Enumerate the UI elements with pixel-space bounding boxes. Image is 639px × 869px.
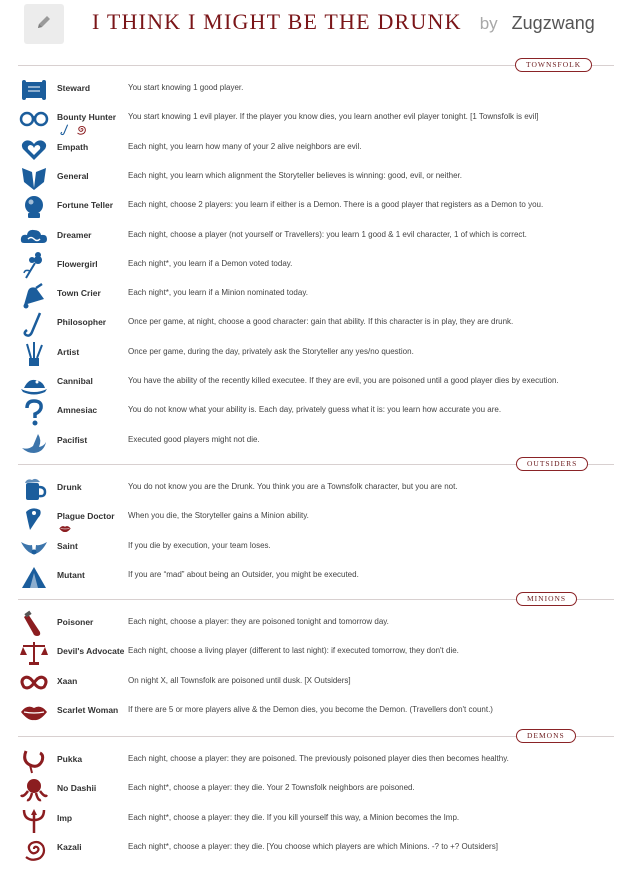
section-header-minions [18, 592, 614, 608]
section-label-outsiders: OUTSIDERS [516, 457, 588, 471]
character-ability: Once per game, at night, choose a good character: gain that ability. If this character is in play, they are drunk. [128, 317, 514, 327]
character-row-xaan[interactable] [16, 669, 616, 697]
character-name: General [57, 170, 89, 181]
character-name: Pukka [57, 754, 83, 764]
character-row-imp[interactable] [16, 806, 616, 834]
edit-button[interactable] [24, 4, 64, 44]
cloud-icon [18, 223, 50, 251]
character-ability: You start knowing 1 evil player. If the player you know dies, you learn another evil player tonight. [1 Townsfolk is evil] [128, 112, 539, 122]
heart-icon [18, 135, 50, 163]
character-row-dreamer[interactable] [16, 223, 616, 251]
script-author: Zugzwang [511, 13, 595, 33]
character-ability: Each night*, choose a player: they die. If you kill yourself this way, a Minion becomes the Imp. [128, 812, 460, 822]
plague-mask-icon [18, 504, 50, 532]
character-row-town-crier[interactable] [16, 281, 616, 309]
character-row-flowergirl[interactable] [16, 252, 616, 280]
character-row-general[interactable] [16, 164, 616, 192]
character-name: Mutant [57, 569, 85, 580]
bell-icon [18, 281, 50, 309]
character-ability: When you die, the Storyteller gains a Minion ability. [128, 511, 309, 521]
character-name: Flowergirl [57, 258, 98, 269]
staff-icon [58, 123, 72, 136]
character-row-drunk[interactable] [16, 475, 616, 503]
character-ability: Each night, choose a living player (different to last night): if executed tomorrow, they don't die. [128, 646, 459, 656]
character-ability: Each night*, you learn if a Minion nominated today. [128, 288, 308, 298]
character-row-fortune-teller[interactable] [16, 193, 616, 221]
character-ability: Each night*, choose a player: they die. [You choose which players are which Minions. -? to +? Outsiders] [128, 841, 498, 851]
lips-icon [18, 698, 50, 726]
character-name: Poisoner [57, 617, 94, 627]
vial-icon [18, 610, 50, 638]
character-ability: Each night, you learn which alignment the Storyteller believes is winning: good, evil, or neither. [128, 170, 462, 180]
infinity-icon [18, 669, 50, 697]
section-label-townsfolk: TOWNSFOLK [515, 58, 592, 72]
platter-icon [18, 369, 50, 397]
character-name: Town Crier [57, 288, 101, 299]
character-row-kazali[interactable] [16, 835, 616, 863]
character-row-mutant[interactable] [16, 563, 616, 591]
section-header-outsiders [18, 457, 614, 473]
character-name: Kazali [57, 841, 82, 852]
pencil-icon [35, 13, 53, 36]
character-ability: Each night*, choose a player: they die. Your 2 Townsfolk neighbors are poisoned. [128, 783, 415, 793]
character-row-artist[interactable] [16, 340, 616, 368]
crystal-ball-icon [18, 193, 50, 221]
character-name: Amnesiac [57, 405, 98, 416]
wings-icon [18, 534, 50, 562]
banner-icon [18, 164, 50, 192]
character-ability: Once per game, during the day, privately ask the Storyteller any yes/no question. [128, 346, 414, 356]
octopus-icon [18, 776, 50, 804]
staff-icon [18, 310, 50, 338]
character-name: Xaan [57, 675, 78, 686]
character-name: Pacifist [57, 434, 88, 445]
character-row-plague-doctor[interactable] [16, 504, 616, 532]
jinx-icons-bounty-hunter [58, 123, 90, 137]
character-name: Cannibal [57, 376, 93, 386]
character-row-philosopher[interactable] [16, 310, 616, 338]
question-mark-icon [18, 398, 50, 426]
character-ability: If there are 5 or more players alive & the Demon dies, you become the Demon. (Travellers don't count.) [128, 704, 493, 714]
trident-icon [18, 806, 50, 834]
jinx-icons-plague-doctor [58, 522, 90, 536]
section-label-demons: DEMONS [516, 729, 576, 743]
dove-icon [18, 428, 50, 456]
character-name: Fortune Teller [57, 200, 114, 211]
script-title: I THINK I MIGHT BE THE DRUNK [92, 9, 462, 34]
character-name: Steward [57, 83, 91, 93]
script-header [0, 0, 639, 50]
character-name: Philosopher [57, 317, 107, 328]
scales-icon [18, 639, 50, 667]
character-name: Empath [57, 141, 89, 152]
spiral-icon [18, 835, 50, 863]
character-ability: You do not know you are the Drunk. You think you are a Townsfolk character, but you are not. [128, 482, 458, 491]
character-row-cannibal[interactable] [16, 369, 616, 397]
character-ability: Each night, choose a player: they are poisoned. The previously poisoned player dies then becomes healthy. [128, 754, 509, 763]
tent-icon [18, 563, 50, 591]
brushes-icon [18, 340, 50, 368]
character-row-steward[interactable] [16, 76, 616, 104]
character-ability: Each night, choose 2 players: you learn if either is a Demon. There is a good player that registers as a Demon to you. [128, 200, 544, 210]
character-ability: If you die by execution, your team loses. [128, 540, 271, 550]
character-row-devil-s-advocate[interactable] [16, 639, 616, 667]
character-row-poisoner[interactable] [16, 610, 616, 638]
scroll-icon [18, 76, 50, 104]
character-ability: You start knowing 1 good player. [128, 83, 244, 92]
character-ability: If you are “mad” about being an Outsider, you might be executed. [128, 569, 359, 579]
character-row-pukka[interactable] [16, 747, 616, 775]
character-row-scarlet-woman[interactable] [16, 698, 616, 726]
character-name: Artist [57, 346, 80, 357]
tankard-icon [18, 475, 50, 503]
spiral-icon [74, 123, 88, 136]
character-ability: On night X, all Townsfolk are poisoned until dusk. [X Outsiders] [128, 675, 351, 685]
character-name: Plague Doctor [57, 511, 115, 522]
character-name: Drunk [57, 482, 82, 492]
character-ability: Each night, you learn how many of your 2 alive neighbors are evil. [128, 141, 362, 151]
section-header-townsfolk [18, 58, 614, 74]
section-label-minions: MINIONS [516, 592, 577, 606]
serpent-icon [18, 747, 50, 775]
character-name: Saint [57, 540, 78, 551]
flower-icon [18, 252, 50, 280]
character-name: Devil's Advocate [57, 646, 125, 657]
character-row-amnesiac[interactable] [16, 398, 616, 426]
character-row-no-dashii[interactable] [16, 776, 616, 804]
character-ability: Executed good players might not die. [128, 434, 260, 444]
spectacles-icon [18, 105, 50, 133]
character-ability: Each night*, you learn if a Demon voted today. [128, 258, 293, 268]
character-row-bounty-hunter[interactable] [16, 105, 616, 133]
lips-icon [58, 522, 72, 535]
character-name: No Dashii [57, 783, 97, 794]
character-ability: You have the ability of the recently killed executee. If they are evil, you are poisoned until a good player dies by execution. [128, 376, 559, 385]
character-name: Imp [57, 812, 73, 823]
character-name: Bounty Hunter [57, 112, 117, 123]
character-ability: Each night, choose a player: they are poisoned tonight and tomorrow day. [128, 617, 389, 626]
character-ability: Each night, choose a player (not yourself or Travellers): you learn 1 good & 1 evil character, 1 of which is correct. [128, 229, 527, 239]
character-ability: You do not know what your ability is. Each day, privately guess what it is: you learn how accurate you are. [128, 405, 502, 415]
by-label: by [479, 14, 498, 33]
character-row-saint[interactable] [16, 534, 616, 562]
character-name: Scarlet Woman [57, 704, 119, 715]
character-name: Dreamer [57, 229, 92, 240]
character-row-pacifist[interactable] [16, 428, 616, 456]
character-row-empath[interactable] [16, 135, 616, 163]
section-header-demons [18, 729, 614, 745]
